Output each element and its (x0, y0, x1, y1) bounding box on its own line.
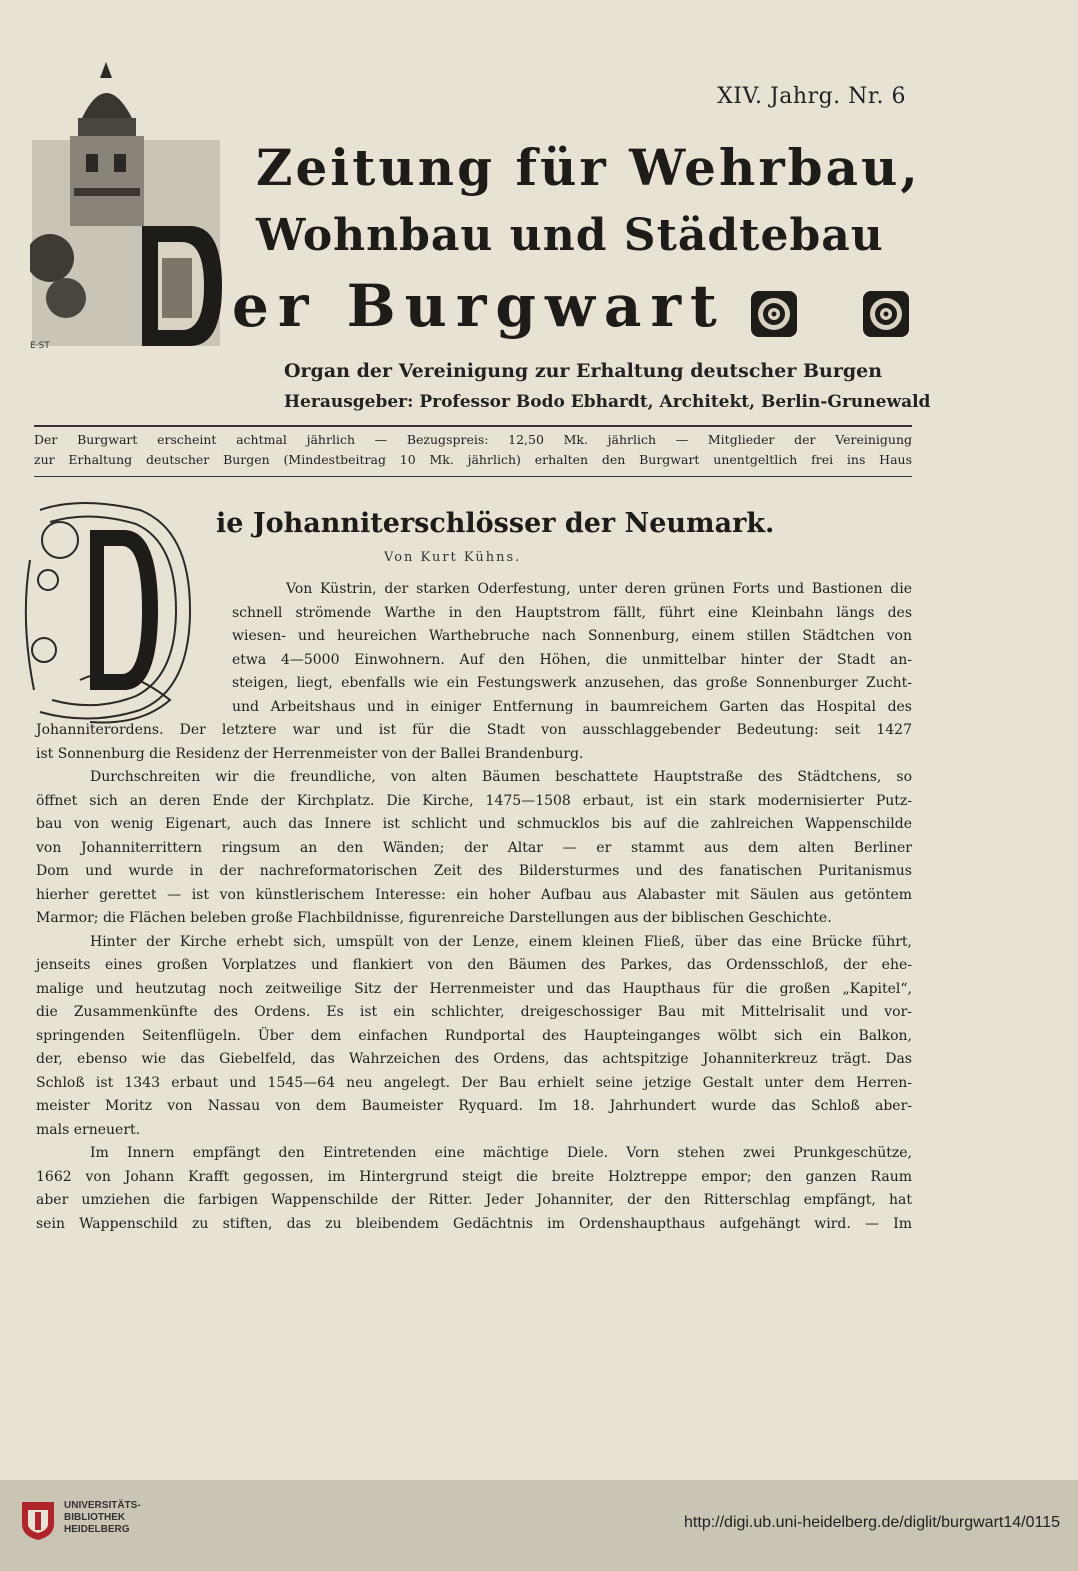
subscription-notice (34, 430, 912, 470)
rose-ornament-left (750, 290, 798, 338)
body-line: Dom und wurde in der nachreformatorischen Zeit des Bildersturmes und des fanatischen Puritanismus (36, 863, 912, 879)
article-byline: Von Kurt Kühns. (384, 550, 522, 565)
article-body (36, 578, 912, 1236)
organ-subtitle: Organ der Vereinigung zur Erhaltung deutscher Burgen (284, 360, 883, 382)
body-line: Schloß ist 1343 erbaut und 1545—64 neu angelegt. Der Bau erhielt seine jetzige Gestalt unter dem Herren- (36, 1074, 912, 1091)
body-line: von Johanniterrittern ringsum an den Wänden; der Altar — er stammt aus dem alten Berliner (36, 839, 912, 856)
body-line: wiesen- und heureichen Warthebruche nach Sonnenburg, einem stillen Städtchen von (232, 628, 912, 644)
source-url-link[interactable]: http://digi.ub.uni-heidelberg.de/diglit/burgwart14/0115 (684, 1514, 1060, 1531)
editor-line: Herausgeber: Professor Bodo Ebhardt, Architekt, Berlin-Grunewald (284, 392, 931, 412)
body-line: Johanniterordens. Der letztere war und ist für die Stadt von ausschlaggebender Bedeutung: seit 1427 (36, 722, 912, 738)
library-footer (0, 1480, 1078, 1571)
university-name-line-3: HEIDELBERG (64, 1524, 130, 1535)
body-line: etwa 4—5000 Einwohnern. Auf den Höhen, die unmittelbar hinter der Stadt an- (232, 651, 912, 668)
top-rule (34, 425, 912, 427)
body-line: Durchschreiten wir die freundliche, von alten Bäumen beschattete Hauptstraße des Städtchens, so (90, 769, 912, 785)
body-line: mals erneuert. (36, 1121, 141, 1138)
body-line: aber umziehen die farbigen Wappenschilde der Ritter. Jeder Johanniter, der den Ritterschlag empfängt, hat (36, 1192, 912, 1208)
body-line: jenseits eines großen Vorplatzes und flankiert von den Bäumen des Parkes, das Ordensschloß, der ehe- (36, 957, 912, 973)
body-line: 1662 von Johann Krafft gegossen, im Hintergrund steigt die breite Holztreppe empor; den ganzen Raum (36, 1168, 912, 1185)
body-line: sein Wappenschild zu stiften, das zu bleibendem Gedächtnis im Ordenshaupthaus aufgehängt wird. — Im (36, 1215, 912, 1232)
bottom-rule (34, 476, 912, 477)
body-line: hierher gerettet — ist von künstlerischem Interesse: ein hoher Aufbau aus Alabaster mit Säulen aus getöntem (36, 886, 912, 903)
university-name-line-1: UNIVERSITÄTS- (64, 1500, 141, 1511)
body-line: schnell strömende Warthe in den Hauptstrom fällt, führt eine Kleinbahn längs des (232, 604, 912, 621)
article-title: ie Johanniterschlösser der Neumark. (216, 508, 775, 539)
title-line-2: Wohnbau und Städtebau (256, 210, 884, 261)
body-line: meister Moritz von Nassau von dem Baumeister Ryquard. Im 18. Jahrhundert wurde das Schloß aber- (36, 1098, 912, 1114)
body-line: steigen, liegt, ebenfalls wie ein Festungswerk anzusehen, das große Sonnenburger Zucht- (232, 675, 912, 691)
castle-illustration (30, 58, 222, 350)
body-line: bau von wenig Eigenart, auch das Innere ist schlicht und schmucklos bis auf die zahlreichen Wappenschilde (36, 816, 912, 832)
rose-ornament-right (862, 290, 910, 338)
university-seal-icon (18, 1498, 58, 1542)
title-line-1: Zeitung für Wehrbau, (256, 138, 921, 197)
body-line: springenden Seitenflügeln. Über dem einfachen Rundportal des Haupteinganges wölbt sich ein Balkon, (36, 1027, 912, 1044)
body-line: öffnet sich an deren Ende der Kirchplatz. Die Kirche, 1475—1508 erbaut, ist ein stark modernisierter Putz- (36, 792, 912, 809)
body-line: die Zusammenkünfte des Ordens. Es ist ein schlichter, dreigeschossiger Bau mit Mittelrisalit und vor- (36, 1004, 912, 1020)
body-line: ist Sonnenburg die Residenz der Herrenmeister von der Ballei Brandenburg. (36, 745, 584, 762)
body-line: Von Küstrin, der starken Oderfestung, unter deren grünen Forts und Bastionen die (286, 581, 912, 597)
body-line: Hinter der Kirche erhebt sich, umspült von der Lenze, einem kleinen Fließ, über das eine Brücke führt, (90, 933, 912, 950)
art-signature: E·ST (30, 341, 50, 350)
notice-line-2: zur Erhaltung deutscher Burgen (Mindestbeitrag 10 Mk. jährlich) erhalten den Burgwart unentgeltlich frei ins Haus (34, 452, 912, 467)
notice-line-1: Der Burgwart erscheint achtmal jährlich — Bezugspreis: 12,50 Mk. jährlich — Mitglieder der Vereinigung (34, 432, 912, 447)
body-line: der, ebenso wie das Giebelfeld, das Wahrzeichen des Ordens, das achtspitzige Johanniterkreuz trägt. Das (36, 1051, 912, 1067)
body-line: Marmor; die Flächen beleben große Flachbildnisse, figurenreiche Darstellungen aus der biblischen Geschichte. (36, 910, 832, 926)
issue-number: XIV. Jahrg. Nr. 6 (717, 84, 906, 109)
body-line: malige und heutzutag noch zeitweilige Sitz der Herrenmeister und das Haupthaus für die großen „Kapitel“, (36, 980, 912, 997)
body-line: Im Innern empfängt den Eintretenden eine mächtige Diele. Vorn stehen zwei Prunkgeschütze, (90, 1145, 912, 1161)
body-line: und Arbeitshaus und in einiger Entfernung in baumreichem Garten das Hospital des (232, 698, 912, 715)
university-name-line-2: BIBLIOTHEK (64, 1512, 126, 1523)
title-line-3: er Burgwart (232, 272, 726, 340)
university-name (64, 1500, 141, 1536)
